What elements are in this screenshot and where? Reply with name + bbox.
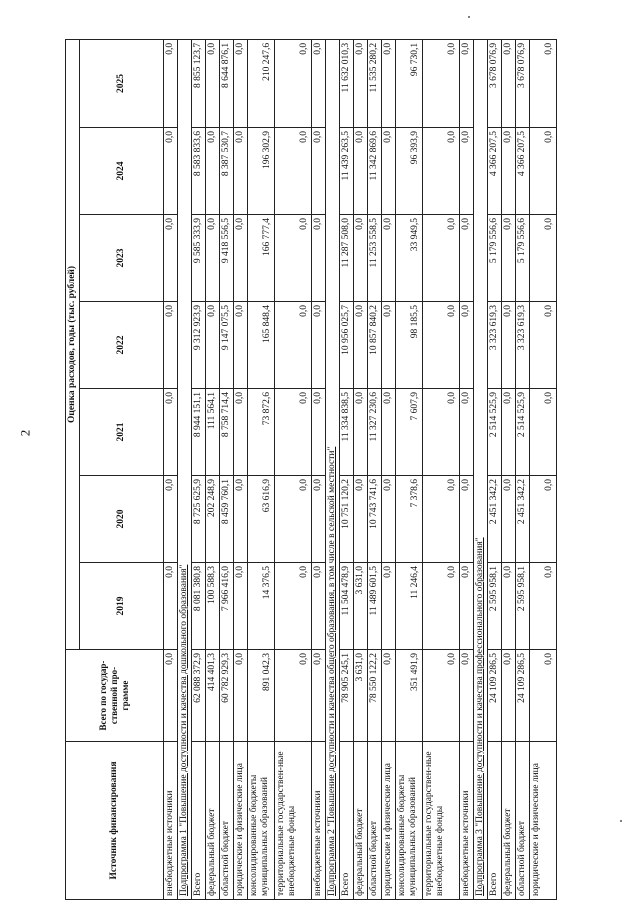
source-label: областной бюджет xyxy=(220,742,234,900)
year-cell: 0,0 xyxy=(234,389,248,476)
header-source: Источник финансирования xyxy=(66,742,164,900)
year-cell: 0,0 xyxy=(530,302,557,389)
table-row xyxy=(502,39,516,899)
year-cell: 8 459 760,1 xyxy=(220,476,234,563)
table-row xyxy=(340,39,354,899)
year-cell: 100 588,3 xyxy=(206,563,220,650)
year-cell: 0,0 xyxy=(164,302,178,389)
year-cell: 0,0 xyxy=(423,563,460,650)
table-row xyxy=(248,39,275,899)
subprogram-row xyxy=(474,39,488,899)
table-row xyxy=(234,39,248,899)
year-cell: 8 081 380,8 xyxy=(192,563,206,650)
year-cell: 2 514 525,9 xyxy=(488,389,502,476)
year-cell: 96 393,9 xyxy=(396,128,423,215)
year-cell: 3 323 619,3 xyxy=(516,302,530,389)
year-cell: 166 777,4 xyxy=(248,215,275,302)
year-cell: 0,0 xyxy=(382,389,396,476)
rotated-page xyxy=(65,40,575,900)
year-cell: 0,0 xyxy=(164,389,178,476)
year-cell: 0,0 xyxy=(354,389,368,476)
year-cell: 8 758 714,4 xyxy=(220,389,234,476)
source-label: консолидированные бюджеты муниципальных образований xyxy=(248,742,275,900)
year-cell: 0,0 xyxy=(275,563,312,650)
source-label: федеральный бюджет xyxy=(354,742,368,900)
year-cell: 0,0 xyxy=(354,128,368,215)
year-cell: 73 872,6 xyxy=(248,389,275,476)
financing-table xyxy=(65,39,557,900)
year-cell: 0,0 xyxy=(423,302,460,389)
speck-mark xyxy=(468,16,470,18)
total-cell: 0,0 xyxy=(502,650,516,742)
year-cell: 0,0 xyxy=(502,389,516,476)
year-cell: 0,0 xyxy=(234,476,248,563)
year-cell: 0,0 xyxy=(502,476,516,563)
header-year: 2022 xyxy=(80,302,164,389)
header-year: 2019 xyxy=(80,563,164,650)
year-cell: 165 848,4 xyxy=(248,302,275,389)
source-label: внебюджетные источники xyxy=(460,742,474,900)
year-cell: 10 751 120,2 xyxy=(340,476,354,563)
year-cell: 2 451 342,2 xyxy=(488,476,502,563)
year-cell: 0,0 xyxy=(312,215,326,302)
year-cell: 11 535 280,2 xyxy=(368,39,382,127)
table-row xyxy=(368,39,382,899)
year-cell: 0,0 xyxy=(530,39,557,127)
table-row xyxy=(516,39,530,899)
source-label: федеральный бюджет xyxy=(502,742,516,900)
year-cell: 11 342 869,6 xyxy=(368,128,382,215)
header-year: 2020 xyxy=(80,476,164,563)
subprogram-title: Подпрограмма 1 "Повышение доступности и качества дошкольного образования" xyxy=(178,39,192,899)
subprogram-title: Подпрограмма 2 "Повышение доступности и качества общего образования, в том числе в сельской местности" xyxy=(326,39,340,899)
year-cell: 0,0 xyxy=(164,476,178,563)
year-cell: 9 585 333,9 xyxy=(192,215,206,302)
total-cell: 0,0 xyxy=(312,650,326,742)
total-cell: 3 631,0 xyxy=(354,650,368,742)
year-cell: 9 312 923,9 xyxy=(192,302,206,389)
total-cell: 0,0 xyxy=(234,650,248,742)
total-cell: 78 550 122,2 xyxy=(368,650,382,742)
year-cell: 9 418 556,5 xyxy=(220,215,234,302)
table-row xyxy=(220,39,234,899)
year-cell: 63 616,9 xyxy=(248,476,275,563)
year-cell: 0,0 xyxy=(234,563,248,650)
page-number: 2 xyxy=(17,429,33,437)
year-cell: 3 678 076,9 xyxy=(488,39,502,127)
year-cell: 0,0 xyxy=(382,215,396,302)
subprogram-title: Подпрограмма 3 "Повышение доступности и качества профессионального образования" xyxy=(474,39,488,899)
source-label: территориальные государствен-ные внебюджетные фонды xyxy=(275,742,312,900)
total-cell: 24 109 286,5 xyxy=(516,650,530,742)
year-cell: 0,0 xyxy=(312,302,326,389)
year-cell: 0,0 xyxy=(382,563,396,650)
year-cell: 0,0 xyxy=(164,128,178,215)
year-cell: 7 378,6 xyxy=(396,476,423,563)
total-cell: 0,0 xyxy=(164,650,178,742)
year-cell: 210 247,6 xyxy=(248,39,275,127)
source-label: внебюджетные источники xyxy=(312,742,326,900)
table-row xyxy=(164,39,178,899)
year-cell: 0,0 xyxy=(234,39,248,127)
table-row xyxy=(192,39,206,899)
year-cell: 96 730,1 xyxy=(396,39,423,127)
year-cell: 0,0 xyxy=(275,215,312,302)
source-label: территориальные государствен-ные внебюджетные фонды xyxy=(423,742,460,900)
year-cell: 0,0 xyxy=(354,39,368,127)
source-label: юридические и физические лица xyxy=(530,742,557,900)
year-cell: 0,0 xyxy=(530,563,557,650)
year-cell: 0,0 xyxy=(502,39,516,127)
year-cell: 0,0 xyxy=(164,215,178,302)
speck-mark xyxy=(620,820,622,822)
year-cell: 0,0 xyxy=(382,39,396,127)
header-year: 2023 xyxy=(80,215,164,302)
total-cell: 62 088 372,9 xyxy=(192,650,206,742)
year-cell: 0,0 xyxy=(275,39,312,127)
year-cell: 111 564,1 xyxy=(206,389,220,476)
year-cell: 11 504 478,9 xyxy=(340,563,354,650)
year-cell: 0,0 xyxy=(423,389,460,476)
header-total: Всего по государ-ственной про-грамме xyxy=(66,650,164,742)
source-label: федеральный бюджет xyxy=(206,742,220,900)
year-cell: 8 944 151,1 xyxy=(192,389,206,476)
year-cell: 11 439 263,5 xyxy=(340,128,354,215)
year-cell: 11 334 838,5 xyxy=(340,389,354,476)
source-label: областной бюджет xyxy=(368,742,382,900)
year-cell: 0,0 xyxy=(354,215,368,302)
year-cell: 11 287 508,0 xyxy=(340,215,354,302)
year-cell: 0,0 xyxy=(312,476,326,563)
year-cell: 8 387 530,7 xyxy=(220,128,234,215)
year-cell: 0,0 xyxy=(530,476,557,563)
year-cell: 2 595 958,1 xyxy=(516,563,530,650)
total-cell: 891 042,3 xyxy=(248,650,275,742)
year-cell: 0,0 xyxy=(164,563,178,650)
year-cell: 2 595 958,1 xyxy=(488,563,502,650)
year-cell: 8 855 123,7 xyxy=(192,39,206,127)
year-cell: 7 607,9 xyxy=(396,389,423,476)
total-cell: 0,0 xyxy=(275,650,312,742)
year-cell: 0,0 xyxy=(275,389,312,476)
table-row xyxy=(275,39,312,899)
table-row xyxy=(423,39,460,899)
source-label: внебюджетные источники xyxy=(164,742,178,900)
year-cell: 0,0 xyxy=(354,476,368,563)
header-year: 2024 xyxy=(80,128,164,215)
year-cell: 4 366 207,5 xyxy=(516,128,530,215)
table-row xyxy=(382,39,396,899)
source-label: юридические и физические лица xyxy=(382,742,396,900)
table-row xyxy=(488,39,502,899)
year-cell: 0,0 xyxy=(423,39,460,127)
year-cell: 0,0 xyxy=(502,302,516,389)
year-cell: 33 949,5 xyxy=(396,215,423,302)
year-cell: 0,0 xyxy=(382,302,396,389)
year-cell: 0,0 xyxy=(382,476,396,563)
year-cell: 8 644 876,1 xyxy=(220,39,234,127)
table-row xyxy=(312,39,326,899)
subprogram-row xyxy=(326,39,340,899)
table-row xyxy=(354,39,368,899)
year-cell: 7 966 416,0 xyxy=(220,563,234,650)
year-cell: 0,0 xyxy=(382,128,396,215)
header-year: 2025 xyxy=(80,39,164,127)
year-cell: 11 246,4 xyxy=(396,563,423,650)
total-cell: 0,0 xyxy=(423,650,460,742)
year-cell: 0,0 xyxy=(312,389,326,476)
year-cell: 0,0 xyxy=(164,39,178,127)
year-cell: 0,0 xyxy=(206,215,220,302)
year-cell: 0,0 xyxy=(312,39,326,127)
table-row xyxy=(396,39,423,899)
year-cell: 98 185,5 xyxy=(396,302,423,389)
year-cell: 5 179 556,6 xyxy=(488,215,502,302)
year-cell: 0,0 xyxy=(234,302,248,389)
year-cell: 14 376,5 xyxy=(248,563,275,650)
table-row xyxy=(530,39,557,899)
source-label: юридические и физические лица xyxy=(234,742,248,900)
year-cell: 0,0 xyxy=(460,389,474,476)
year-cell: 0,0 xyxy=(354,302,368,389)
year-cell: 11 632 010,3 xyxy=(340,39,354,127)
year-cell: 0,0 xyxy=(275,302,312,389)
year-cell: 0,0 xyxy=(460,476,474,563)
year-cell: 196 302,9 xyxy=(248,128,275,215)
year-cell: 0,0 xyxy=(460,302,474,389)
year-cell: 0,0 xyxy=(502,563,516,650)
year-cell: 0,0 xyxy=(312,563,326,650)
year-cell: 2 451 342,2 xyxy=(516,476,530,563)
year-cell: 0,0 xyxy=(423,476,460,563)
source-label: Всего xyxy=(192,742,206,900)
year-cell: 202 248,9 xyxy=(206,476,220,563)
source-label: Всего xyxy=(340,742,354,900)
year-cell: 5 179 556,6 xyxy=(516,215,530,302)
year-cell: 0,0 xyxy=(312,128,326,215)
year-cell: 8 725 625,9 xyxy=(192,476,206,563)
year-cell: 0,0 xyxy=(275,476,312,563)
year-cell: 3 678 076,9 xyxy=(516,39,530,127)
year-cell: 0,0 xyxy=(460,39,474,127)
total-cell: 78 905 245,1 xyxy=(340,650,354,742)
year-cell: 0,0 xyxy=(502,128,516,215)
year-cell: 3 631,0 xyxy=(354,563,368,650)
year-cell: 0,0 xyxy=(206,128,220,215)
total-cell: 60 782 929,3 xyxy=(220,650,234,742)
source-label: Всего xyxy=(488,742,502,900)
year-cell: 0,0 xyxy=(234,128,248,215)
year-cell: 0,0 xyxy=(460,215,474,302)
year-cell: 0,0 xyxy=(502,215,516,302)
year-cell: 0,0 xyxy=(206,302,220,389)
year-cell: 0,0 xyxy=(206,39,220,127)
year-cell: 0,0 xyxy=(234,215,248,302)
year-cell: 8 583 833,6 xyxy=(192,128,206,215)
year-cell: 10 743 741,6 xyxy=(368,476,382,563)
year-cell: 10 857 840,2 xyxy=(368,302,382,389)
year-cell: 9 147 075,5 xyxy=(220,302,234,389)
total-cell: 24 109 286,5 xyxy=(488,650,502,742)
year-cell: 0,0 xyxy=(423,215,460,302)
year-cell: 0,0 xyxy=(460,563,474,650)
year-cell: 0,0 xyxy=(275,128,312,215)
year-cell: 0,0 xyxy=(423,128,460,215)
total-cell: 0,0 xyxy=(530,650,557,742)
year-cell: 0,0 xyxy=(460,128,474,215)
source-label: областной бюджет xyxy=(516,742,530,900)
year-cell: 2 514 525,9 xyxy=(516,389,530,476)
year-cell: 11 327 230,6 xyxy=(368,389,382,476)
year-cell: 0,0 xyxy=(530,128,557,215)
year-cell: 10 956 025,7 xyxy=(340,302,354,389)
header-estimate: Оценка расходов, годы (тыс. рублей) xyxy=(66,39,80,649)
subprogram-row xyxy=(178,39,192,899)
total-cell: 0,0 xyxy=(460,650,474,742)
table-row xyxy=(206,39,220,899)
total-cell: 351 491,9 xyxy=(396,650,423,742)
header-year: 2021 xyxy=(80,389,164,476)
total-cell: 414 401,3 xyxy=(206,650,220,742)
year-cell: 11 253 558,5 xyxy=(368,215,382,302)
year-cell: 11 489 601,5 xyxy=(368,563,382,650)
source-label: консолидированные бюджеты муниципальных образований xyxy=(396,742,423,900)
table-row xyxy=(460,39,474,899)
year-cell: 0,0 xyxy=(530,389,557,476)
year-cell: 3 323 619,3 xyxy=(488,302,502,389)
total-cell: 0,0 xyxy=(382,650,396,742)
year-cell: 0,0 xyxy=(530,215,557,302)
year-cell: 4 366 207,5 xyxy=(488,128,502,215)
